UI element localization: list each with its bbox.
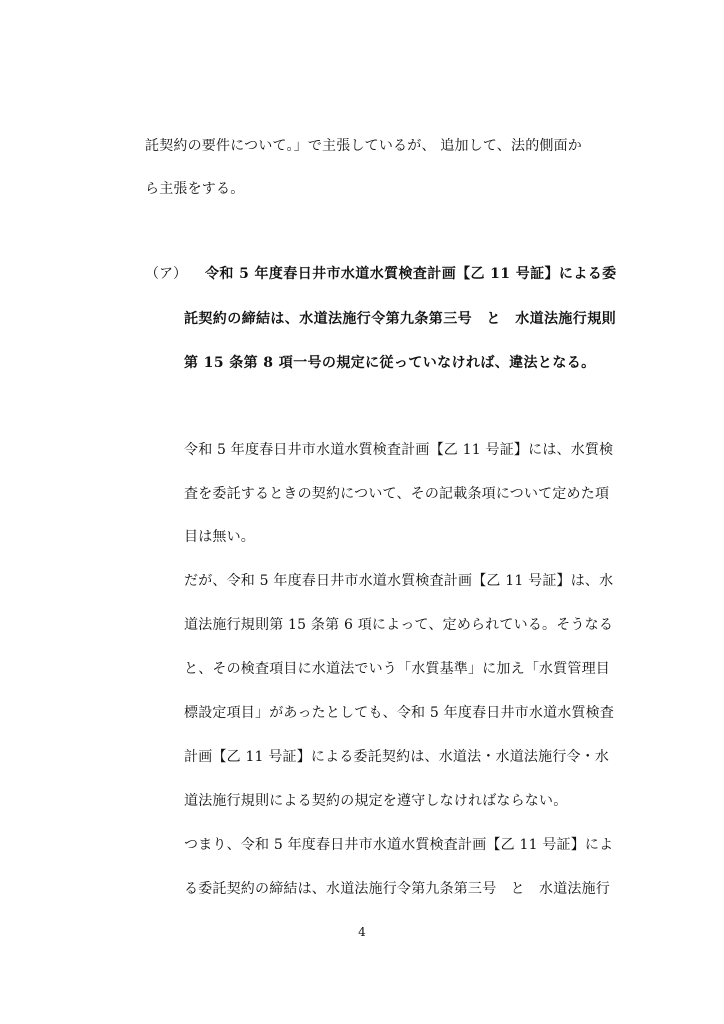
- paragraph-2-line-5: 計画【乙 11 号証】による委託契約は、水道法・水道法施行令・水: [184, 749, 610, 765]
- intro-line-1: 託契約の要件について。」で主張しているが、 追加して、法的側面か: [145, 138, 583, 154]
- section-heading-line-2: 託契約の締結は、水道法施行令第九条第三号 と 水道法施行規則: [184, 311, 616, 327]
- paragraph-3-line-2: る委託契約の締結は、水道法施行令第九条第三号 と 水道法施行: [184, 881, 610, 897]
- paragraph-3-line-1: つまり、令和 5 年度春日井市水道水質検査計画【乙 11 号証】によ: [184, 837, 614, 853]
- section-heading-line-3: 第 15 条第 8 項一号の規定に従っていなければ、違法となる。: [184, 355, 596, 371]
- section-heading-line-1: 令和 5 年度春日井市水道水質検査計画【乙 11 号証】による委: [205, 266, 617, 282]
- paragraph-2-line-4: 標設定項目」があったとしても、令和 5 年度春日井市水道水質検査: [184, 705, 615, 721]
- paragraph-2-line-2: 道法施行規則第 15 条第 6 項によって、定められている。そうなる: [184, 617, 614, 633]
- paragraph-2-line-1: だが、令和 5 年度春日井市水道水質検査計画【乙 11 号証】は、水: [184, 573, 614, 589]
- paragraph-2-line-3: と、その検査項目に水道法でいう「水質基準」に加え「水質管理目: [184, 661, 610, 677]
- paragraph-2-line-6: 道法施行規則による契約の規定を遵守しなければならない。: [184, 793, 568, 809]
- section-marker: （ア）: [145, 266, 187, 282]
- intro-line-2: ら主張をする。: [145, 181, 245, 197]
- page-number: 4: [358, 925, 366, 939]
- paragraph-1-line-3: 目は無い。: [184, 529, 255, 545]
- paragraph-1-line-2: 査を委託するときの契約について、その記載条項について定めた項: [184, 486, 610, 502]
- paragraph-1-line-1: 令和 5 年度春日井市水道水質検査計画【乙 11 号証】には、水質検: [184, 442, 614, 458]
